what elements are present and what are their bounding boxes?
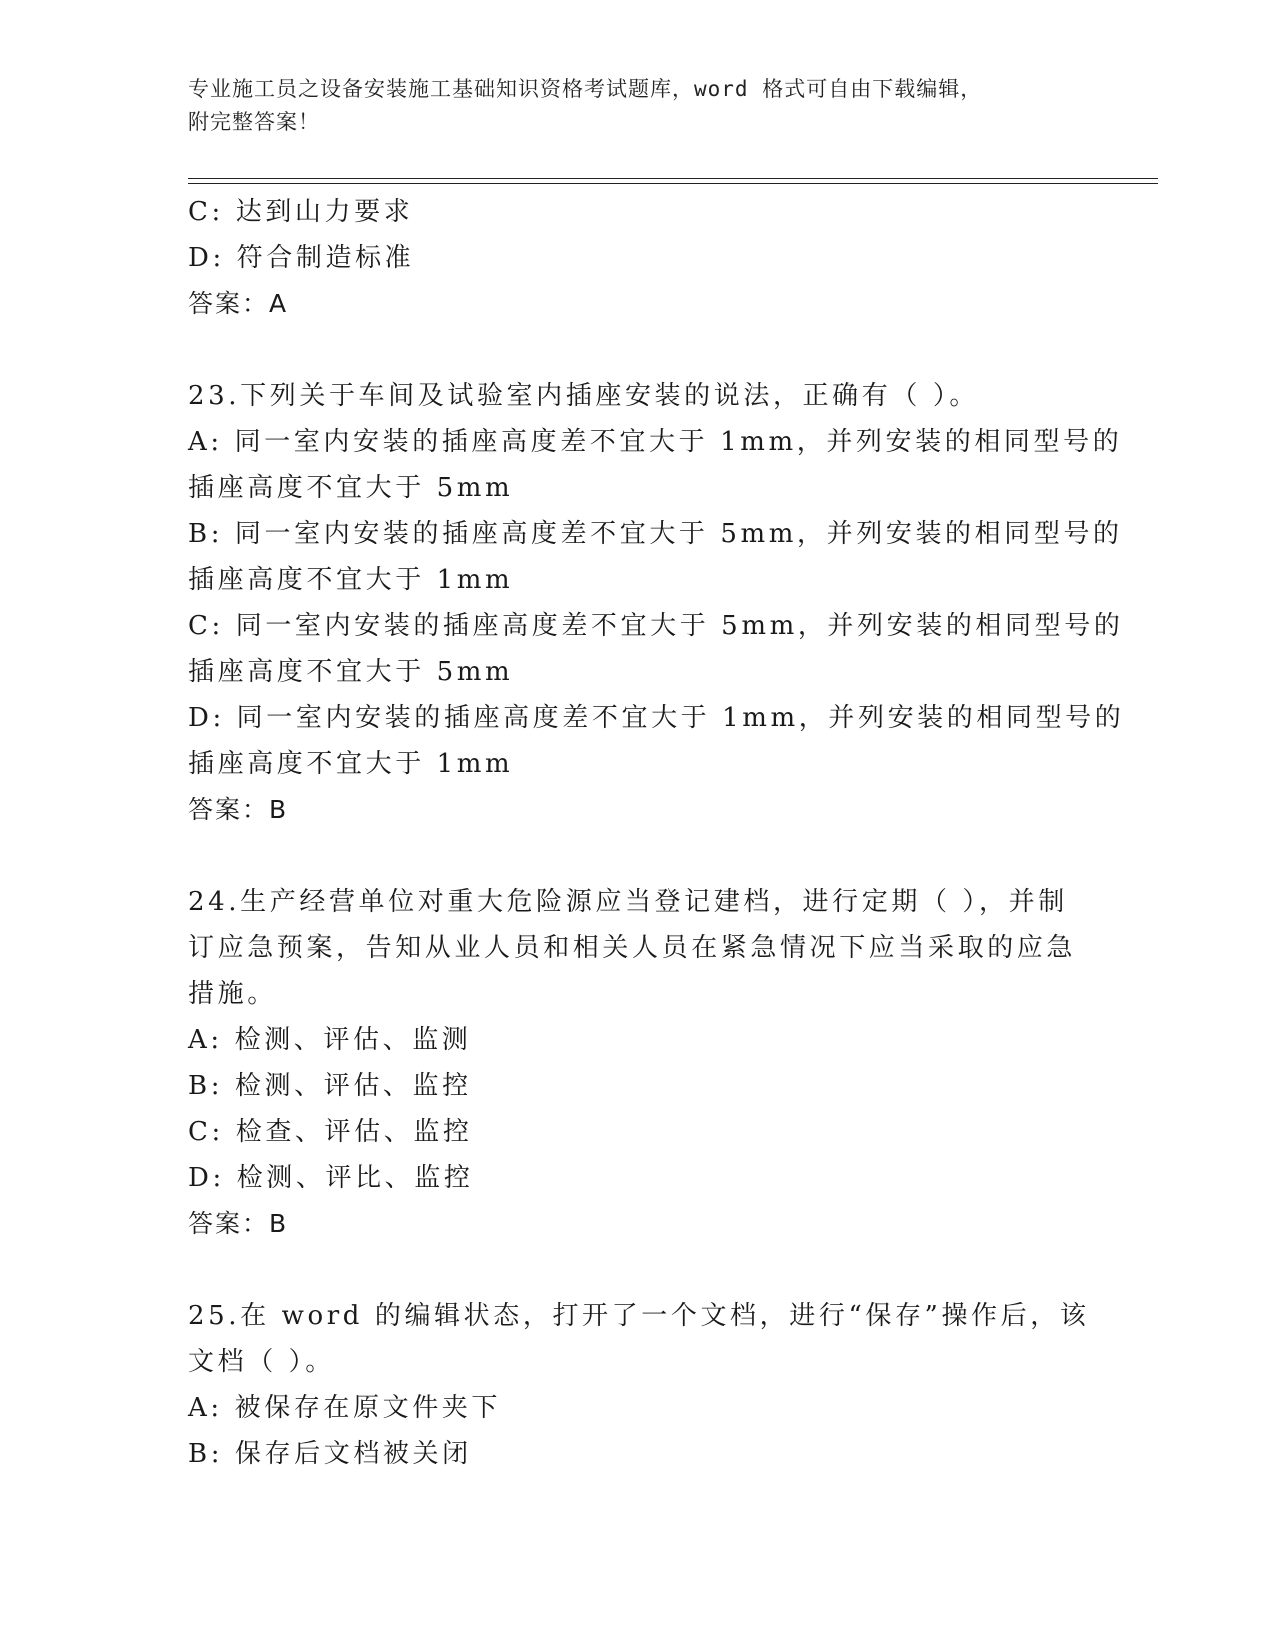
spacer bbox=[188, 833, 1088, 879]
option-a: A: 被保存在原文件夹下 bbox=[188, 1393, 502, 1423]
option-a: A: 检测、评估、监测 bbox=[188, 1025, 472, 1055]
question-stem: 23.下列关于车间及试验室内插座安装的说法，正确有（ ）。 bbox=[188, 381, 980, 411]
header-line: 专业施工员之设备安装施工基础知识资格考试题库，word 格式可自由下载编辑， bbox=[188, 77, 983, 101]
document-body bbox=[188, 189, 1125, 1477]
answer-line: 答案：B bbox=[188, 795, 289, 824]
document-header bbox=[188, 73, 1068, 139]
option-d: D: 同一室内安装的插座高度差不宜大于 1mm，并列安装的相同型号的 bbox=[188, 703, 1125, 733]
question-stem-cont: 文档（ ）。 bbox=[188, 1347, 335, 1377]
option-c: C: 同一室内安装的插座高度差不宜大于 5mm，并列安装的相同型号的 bbox=[188, 611, 1124, 641]
header-line: 附完整答案！ bbox=[188, 110, 320, 134]
question-25 bbox=[188, 1293, 1088, 1477]
question-stem: 24.生产经营单位对重大危险源应当登记建档，进行定期（ ），并制 bbox=[188, 887, 1068, 917]
spacer bbox=[188, 1247, 1088, 1293]
option-b: B: 检测、评估、监控 bbox=[188, 1071, 472, 1101]
option-d-cont: 插座高度不宜大于 1mm bbox=[188, 749, 514, 779]
option-c-cont: 插座高度不宜大于 5mm bbox=[188, 657, 514, 687]
option-d: D: 检测、评比、监控 bbox=[188, 1163, 474, 1193]
spacer bbox=[188, 327, 1088, 373]
header-divider bbox=[188, 183, 1158, 184]
option-b: B: 保存后文档被关闭 bbox=[188, 1439, 472, 1469]
question-stem-cont: 措施。 bbox=[188, 979, 277, 1009]
answer-line: 答案：A bbox=[188, 289, 289, 318]
option-c: C: 达到山力要求 bbox=[188, 197, 414, 227]
question-23 bbox=[188, 373, 1125, 833]
answer-line: 答案：B bbox=[188, 1209, 289, 1238]
option-a-cont: 插座高度不宜大于 5mm bbox=[188, 473, 514, 503]
question-22-tail bbox=[188, 189, 1088, 327]
question-stem-cont: 订应急预案，告知从业人员和相关人员在紧急情况下应当采取的应急 bbox=[188, 933, 1077, 963]
option-b-cont: 插座高度不宜大于 1mm bbox=[188, 565, 514, 595]
option-d: D: 符合制造标准 bbox=[188, 243, 415, 273]
option-c: C: 检查、评估、监控 bbox=[188, 1117, 473, 1147]
question-24 bbox=[188, 879, 1088, 1247]
header-divider bbox=[188, 178, 1158, 179]
question-stem: 25.在 word 的编辑状态，打开了一个文档，进行“保存”操作后，该 bbox=[188, 1301, 1090, 1331]
option-b: B: 同一室内安装的插座高度差不宜大于 5mm，并列安装的相同型号的 bbox=[188, 519, 1123, 549]
option-a: A: 同一室内安装的插座高度差不宜大于 1mm，并列安装的相同型号的 bbox=[188, 427, 1123, 457]
